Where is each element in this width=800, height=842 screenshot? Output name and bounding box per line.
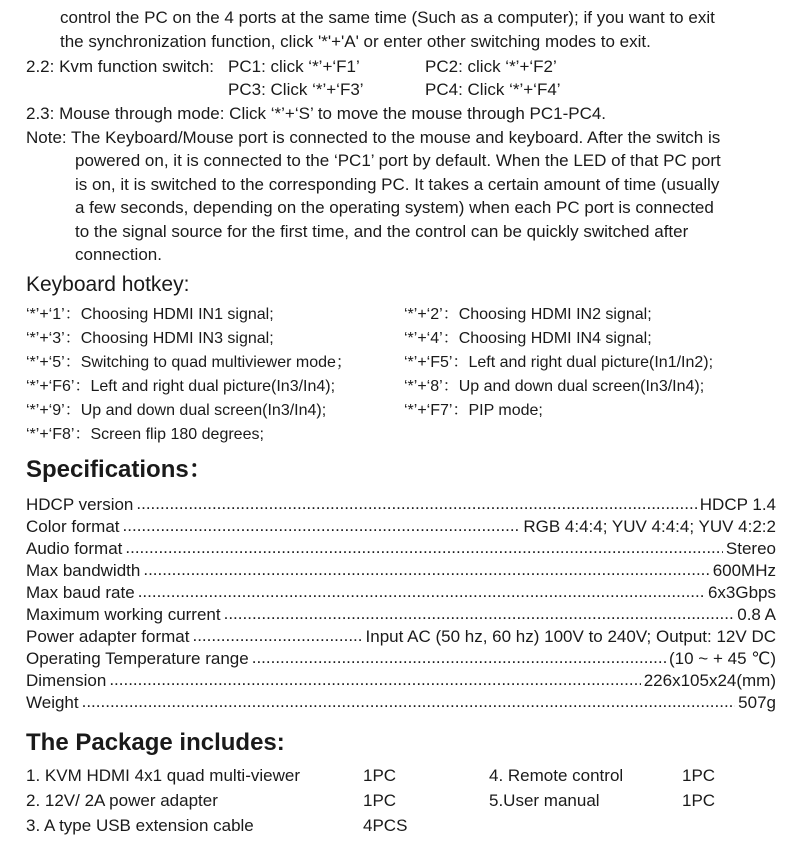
- hotkey-left-3: ‘*’+‘5’：Switching to quad multiviewer mode；: [26, 354, 352, 371]
- spec-row-working-current: [26, 604, 776, 625]
- spec-label: Dimension: [26, 671, 107, 690]
- package-item-name: 4. Remote control: [489, 766, 624, 785]
- spec-label: Audio format: [26, 539, 123, 558]
- spec-value: HDCP 1.4: [699, 495, 776, 514]
- spec-row-dimension: [26, 670, 776, 691]
- spec-row-max-baud-rate: [26, 582, 776, 603]
- spec-row-audio-format: [26, 538, 776, 559]
- leader-dots: [252, 647, 666, 668]
- pc3-shortcut: PC3: Click ‘*’+‘F3’: [228, 80, 364, 99]
- spec-row-color-format: [26, 516, 776, 537]
- intro-line-2: the synchronization function, click '*'+'A' or enter other switching modes to exit.: [60, 32, 651, 51]
- spec-label: Weight: [26, 693, 79, 712]
- spec-label: Maximum working current: [26, 605, 221, 624]
- note-line-1: Note: The Keyboard/Mouse port is connected to the mouse and keyboard. After the switch is: [26, 128, 721, 147]
- pc4-shortcut: PC4: Click ‘*’+‘F4’: [425, 80, 561, 99]
- package-item-name: 1. KVM HDMI 4x1 quad multi-viewer: [26, 766, 300, 785]
- hotkey-right-1: ‘*’+‘2’：Choosing HDMI IN2 signal;: [404, 306, 652, 323]
- package-item-name: 3. A type USB extension cable: [26, 816, 254, 835]
- note-line-6: connection.: [75, 245, 162, 264]
- package-item-qty: 1PC: [682, 791, 716, 810]
- hotkey-left-1: ‘*’+‘1’：Choosing HDMI IN1 signal;: [26, 306, 274, 323]
- spec-value: 6x3Gbps: [707, 583, 776, 602]
- spec-row-weight: [26, 692, 776, 713]
- hotkey-left-6: ‘*’+‘F8’：Screen flip 180 degrees;: [26, 426, 264, 443]
- hotkey-heading: Keyboard hotkey:: [26, 273, 190, 296]
- spec-label: Operating Temperature range: [26, 649, 249, 668]
- package-item-name: 5.User manual: [489, 791, 600, 810]
- hotkey-right-5: ‘*’+‘F7’：PIP mode;: [404, 402, 543, 419]
- leader-dots: [123, 515, 521, 536]
- spec-row-power-adapter: [26, 626, 776, 647]
- kvm-switch-label: 2.2: Kvm function switch:: [26, 57, 215, 76]
- spec-value: 507g: [738, 693, 776, 712]
- hotkey-left-2: ‘*’+‘3’：Choosing HDMI IN3 signal;: [26, 330, 274, 347]
- spec-value: (10 ~ + 45 ℃): [669, 649, 776, 668]
- pc2-shortcut: PC2: click ‘*’+‘F2’: [425, 57, 557, 76]
- leader-dots: [82, 691, 736, 712]
- spec-label: HDCP version: [26, 495, 134, 514]
- pc1-shortcut: PC1: click ‘*’+‘F1’: [228, 57, 360, 76]
- spec-label: Max bandwidth: [26, 561, 141, 580]
- hotkey-right-2: ‘*’+‘4’：Choosing HDMI IN4 signal;: [404, 330, 652, 347]
- note-line-4: a few seconds, depending on the operating system) when each PC port is connected: [75, 198, 714, 217]
- spec-value: Input AC (50 hz, 60 hz) 100V to 240V; Output: 12V DC: [365, 627, 776, 646]
- spec-row-hdcp: [26, 494, 776, 515]
- package-item-qty: 4PCS: [363, 816, 408, 835]
- spec-label: Max baud rate: [26, 583, 135, 602]
- package-item-qty: 1PC: [363, 766, 397, 785]
- intro-line-1: control the PC on the 4 ports at the same time (Such as a computer); if you want to exit: [60, 8, 715, 27]
- spec-value: Stereo: [725, 539, 776, 558]
- note-line-2: powered on, it is connected to the ‘PC1’ port by default. When the LED of that PC port: [75, 151, 721, 170]
- spec-value: 226x105x24(mm): [643, 671, 776, 690]
- spec-row-max-bandwidth: [26, 560, 776, 581]
- hotkey-right-3: ‘*’+‘F5’：Left and right dual picture(In1/In2);: [404, 354, 714, 371]
- note-line-3: is on, it is switched to the corresponding PC. It takes a certain amount of time (usually: [75, 175, 720, 194]
- leader-dots: [136, 493, 696, 514]
- spec-value: 600MHz: [712, 561, 776, 580]
- mouse-mode-line: 2.3: Mouse through mode: Click ‘*’+‘S’ to move the mouse through PC1-PC4.: [26, 104, 607, 123]
- leader-dots: [125, 537, 723, 558]
- spec-row-operating-temperature: [26, 648, 776, 669]
- package-item-qty: 1PC: [682, 766, 716, 785]
- hotkey-left-5: ‘*’+‘9’：Up and down dual screen(In3/In4);: [26, 402, 327, 419]
- hotkey-right-4: ‘*’+‘8’：Up and down dual screen(In3/In4);: [404, 378, 705, 395]
- leader-dots: [192, 625, 362, 646]
- note-line-5: to the signal source for the first time, and the control can be quickly switched after: [75, 222, 689, 241]
- spec-value: 0.8 A: [737, 605, 776, 624]
- spec-value: RGB 4:4:4; YUV 4:4:4; YUV 4:2:2: [523, 517, 776, 536]
- leader-dots: [138, 581, 705, 602]
- leader-dots: [143, 559, 709, 580]
- package-heading: The Package includes:: [26, 729, 285, 756]
- spec-label: Color format: [26, 517, 120, 536]
- spec-label: Power adapter format: [26, 627, 190, 646]
- leader-dots: [224, 603, 735, 624]
- leader-dots: [109, 669, 640, 690]
- package-item-name: 2. 12V/ 2A power adapter: [26, 791, 218, 810]
- package-item-qty: 1PC: [363, 791, 397, 810]
- hotkey-left-4: ‘*’+‘F6’：Left and right dual picture(In3/In4);: [26, 378, 336, 395]
- specifications-heading: Specifications：: [26, 456, 213, 483]
